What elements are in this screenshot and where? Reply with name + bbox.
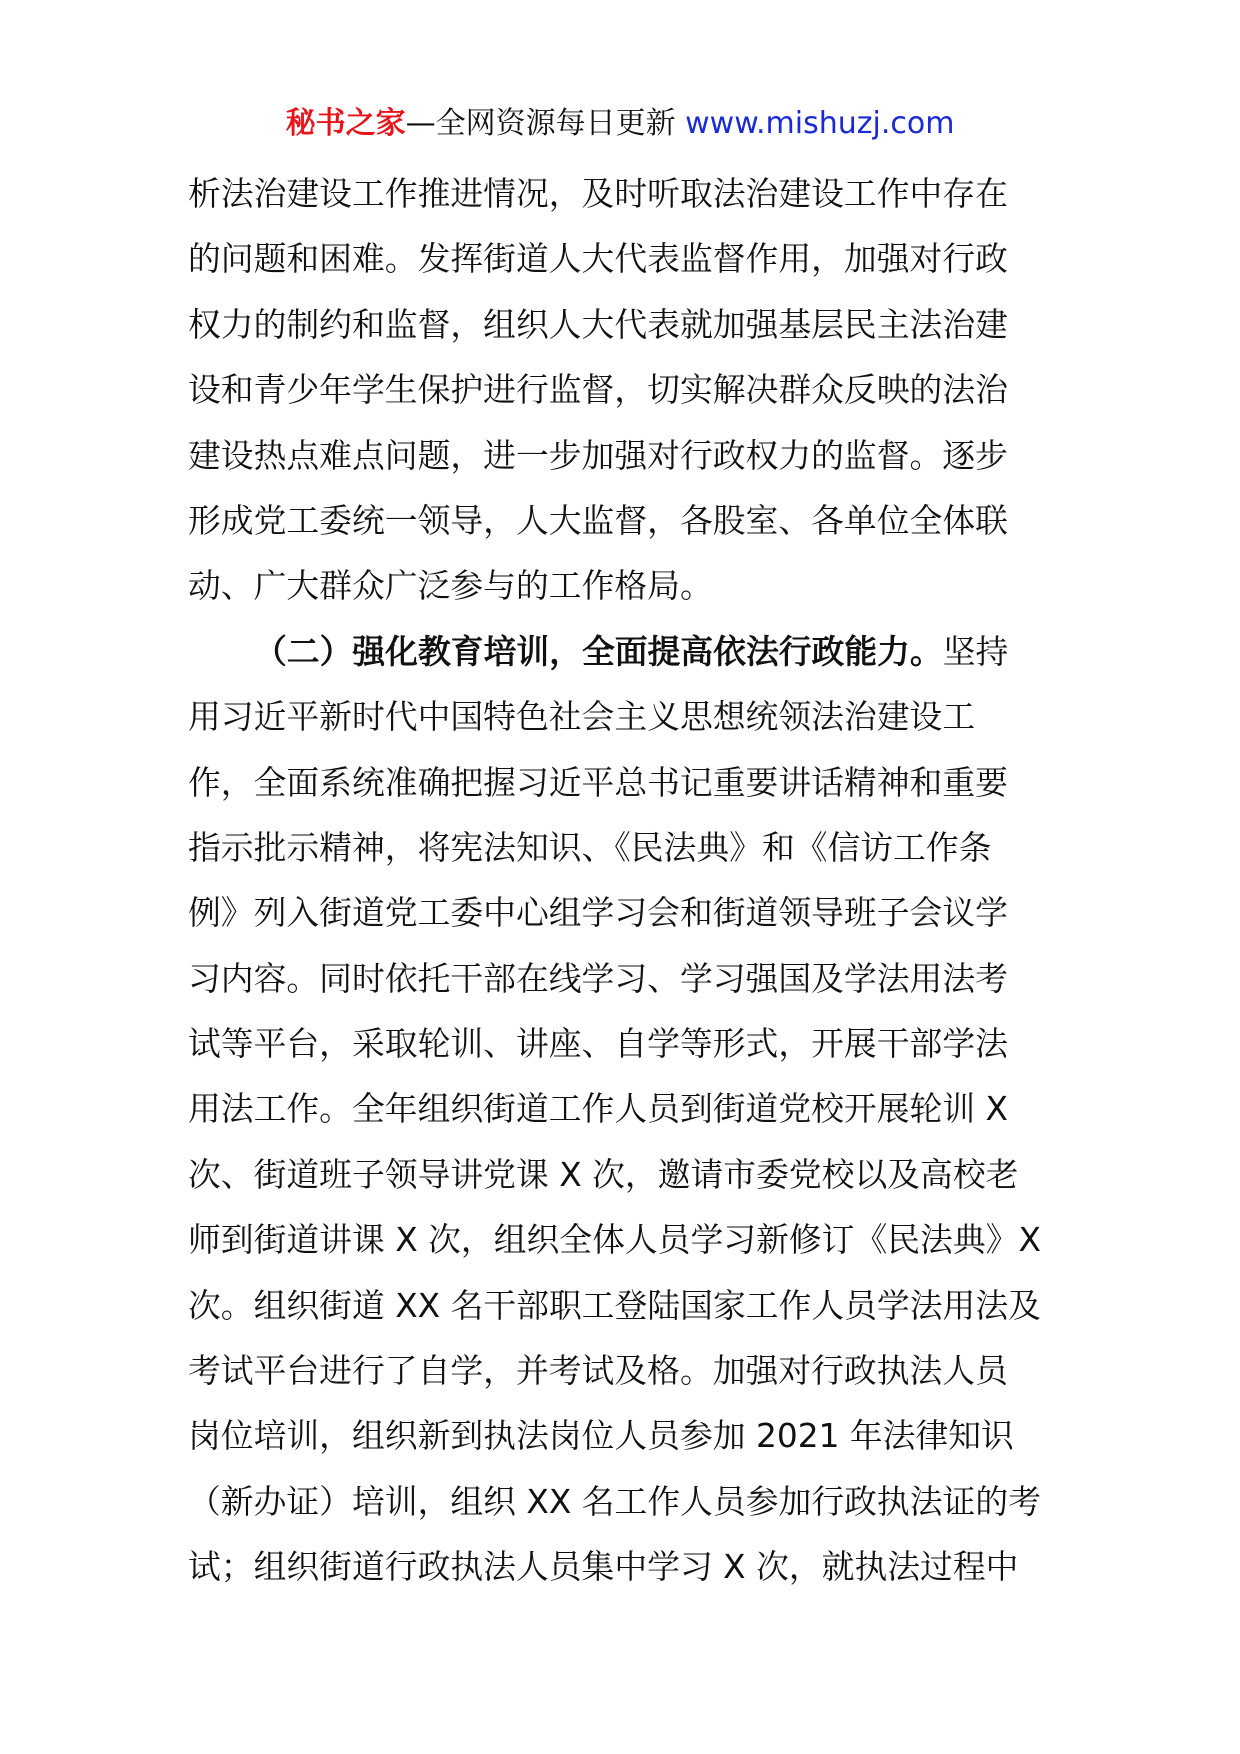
site-url-link[interactable]: www.mishuzj.com [685, 106, 955, 141]
paragraph-line: （新办证）培训，组织 XX 名工作人员参加行政执法证的考 [188, 1482, 1041, 1521]
paragraph-line: 形成党工委统一领导，人大监督，各股室、各单位全体联 [188, 501, 1008, 540]
document-body [188, 162, 1054, 1601]
paragraph-line: 岗位培训，组织新到执法岗位人员参加 2021 年法律知识 [188, 1417, 1014, 1456]
paragraph-line: 习内容。同时依托干部在线学习、学习强国及学法用法考 [188, 959, 1008, 998]
paragraph-line: 权力的制约和监督，组织人大代表就加强基层民主法治建 [188, 305, 1008, 344]
paragraph-line: 用习近平新时代中国特色社会主义思想统领法治建设工 [188, 698, 976, 737]
site-brand: 秘书之家 [285, 106, 406, 141]
site-tagline: —全网资源每日更新 [405, 106, 686, 141]
paragraph-line: 考试平台进行了自学，并考试及格。加强对行政执法人员 [188, 1352, 1008, 1391]
section-heading-tail: 坚持 [942, 632, 1009, 671]
paragraph-line: 作，全面系统准确把握习近平总书记重要讲话精神和重要 [188, 763, 1008, 802]
paragraph-line: 的问题和困难。发挥街道人大代表监督作用，加强对行政 [188, 240, 1008, 279]
section-heading: （二）强化教育培训，全面提高依法行政能力。 [254, 632, 943, 671]
paragraph-line: 试等平台，采取轮训、讲座、自学等形式，开展干部学法 [188, 1025, 1008, 1064]
paragraph-line: 动、广大群众广泛参与的工作格局。 [188, 567, 713, 606]
paragraph-line: 试；组织街道行政执法人员集中学习 X 次，就执法过程中 [188, 1548, 1019, 1587]
paragraph-line: 例》列入街道党工委中心组学习会和街道领导班子会议学 [188, 894, 1008, 933]
paragraph-line: 用法工作。全年组织街道工作人员到街道党校开展轮训 X [188, 1090, 1009, 1129]
section-heading-line [188, 620, 1054, 685]
paragraph-line: 指示批示精神，将宪法知识、《民法典》和《信访工作条 [188, 828, 992, 867]
site-header [0, 100, 1240, 148]
paragraph-line: 建设热点难点问题，进一步加强对行政权力的监督。逐步 [188, 436, 1008, 475]
paragraph-line: 师到街道讲课 X 次，组织全体人员学习新修订《民法典》X [188, 1221, 1041, 1260]
paragraph-line: 次、街道班子领导讲党课 X 次，邀请市委党校以及高校老 [188, 1155, 1019, 1194]
paragraph-line: 设和青少年学生保护进行监督，切实解决群众反映的法治 [188, 371, 1008, 410]
paragraph-line: 次。组织街道 XX 名干部职工登陆国家工作人员学法用法及 [188, 1286, 1041, 1325]
paragraph-line: 析法治建设工作推进情况，及时听取法治建设工作中存在 [188, 175, 1008, 213]
